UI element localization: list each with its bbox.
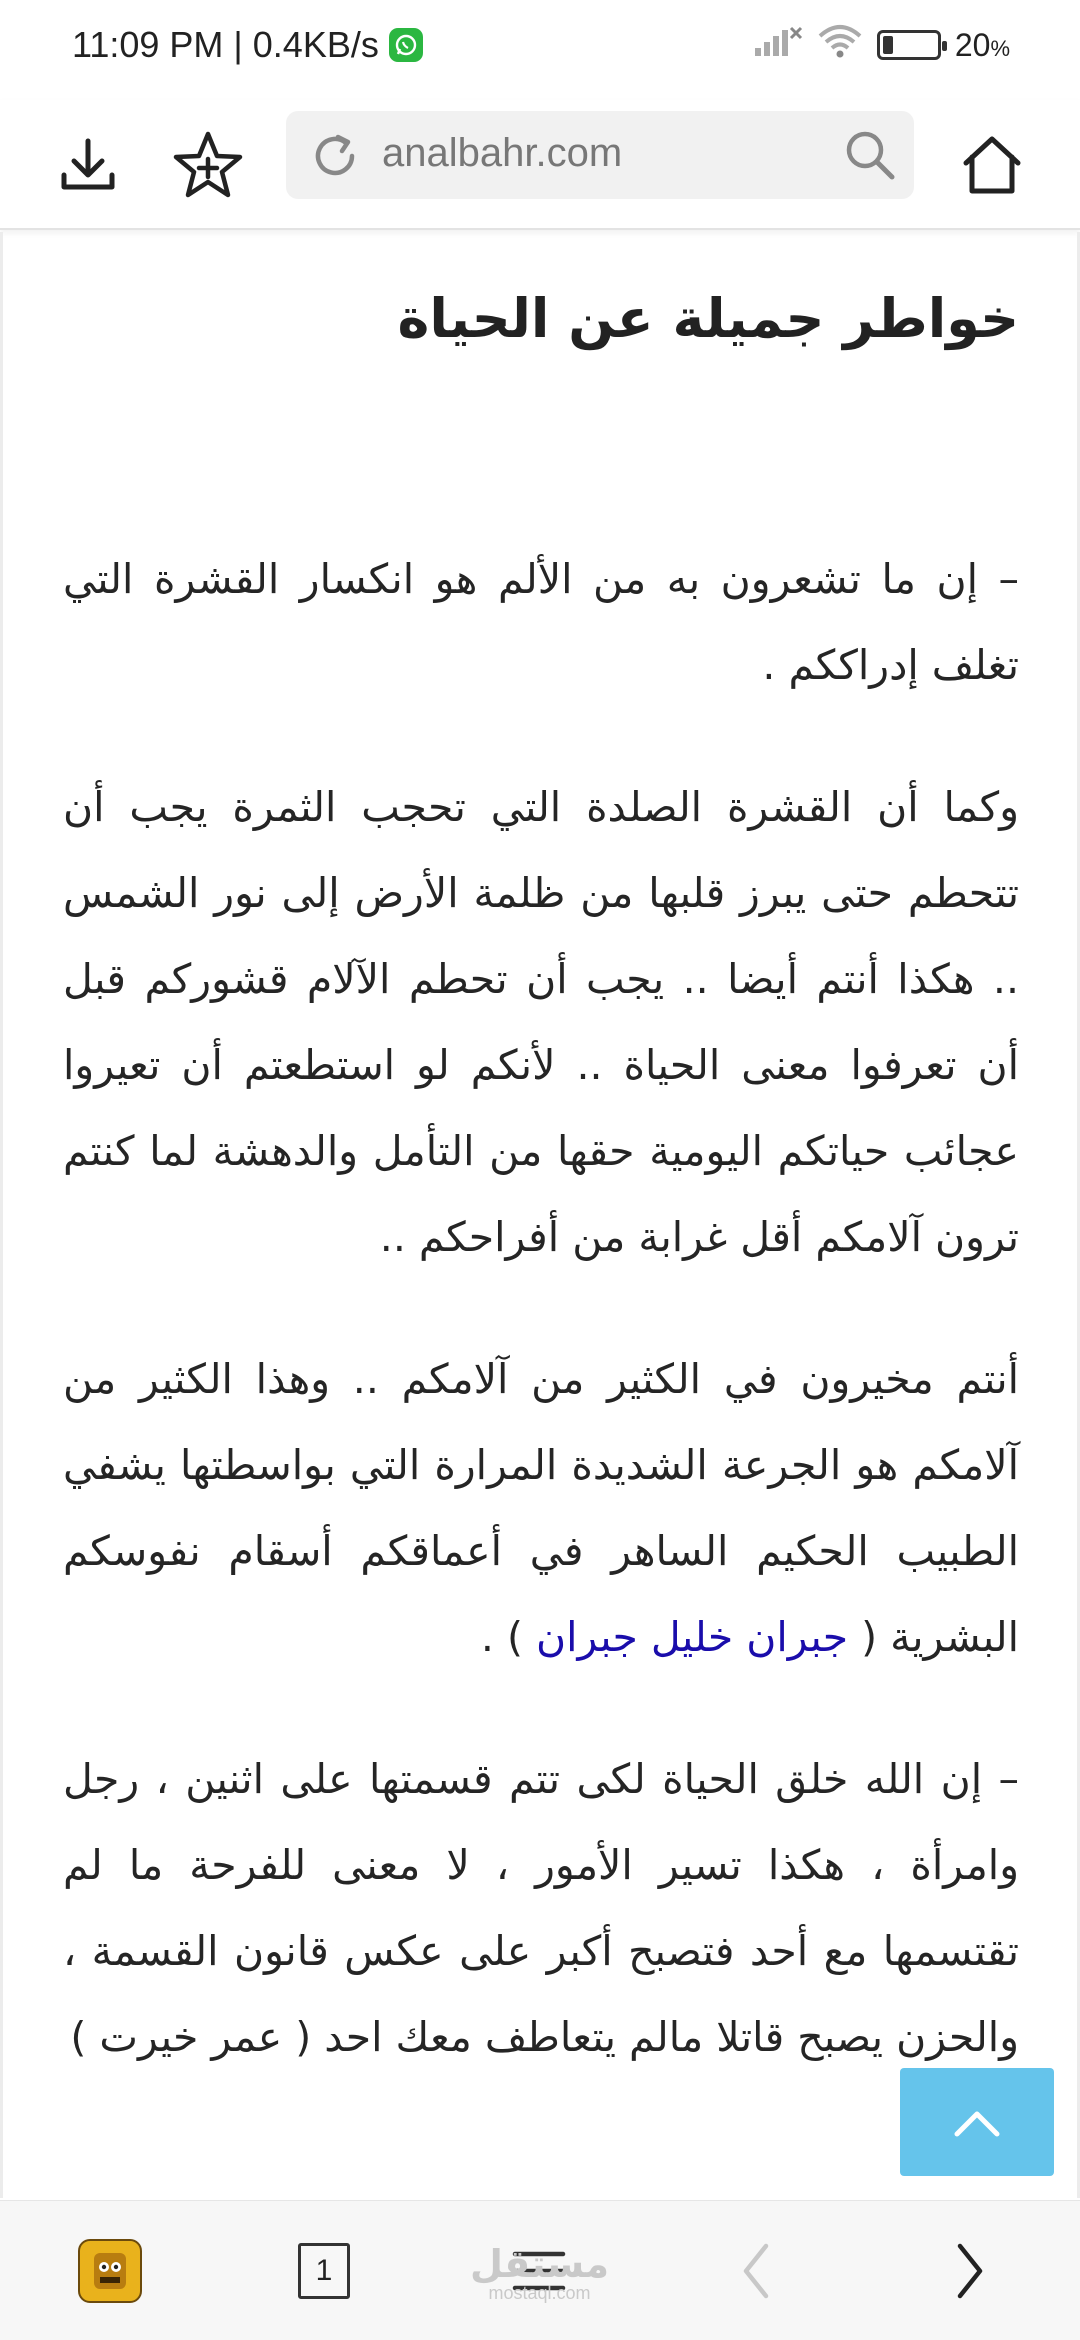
forward-icon[interactable] [930, 2231, 1010, 2311]
bottom-navigation [0, 2200, 1080, 2340]
game-icon[interactable] [70, 2231, 150, 2311]
url-text[interactable]: analbahr.com [382, 131, 623, 175]
status-bar [0, 0, 1080, 100]
article-paragraph-3: أنتم مخيرون في الكثير من آلامكم .. وهذا الكثير من آلامكم هو الجرعة الشديدة المرارة التي بواسطتها يشفي الطبيب الحكيم الساهر في أعماقكم أسقام نفوسكم البشرية ( جبران خليل جبران ) . [63, 1355, 1019, 1662]
address-bar[interactable] [286, 111, 914, 199]
status-separator: | [233, 24, 243, 65]
search-icon[interactable] [842, 127, 898, 187]
chevron-up-icon [949, 2102, 1005, 2142]
download-icon[interactable] [48, 125, 128, 205]
home-icon[interactable] [952, 125, 1032, 205]
network-speed: 0.4KB/s [252, 24, 379, 65]
article-paragraph-2: وكما أن القشرة الصلدة التي تحجب الثمرة يجب أن تتحطم حتى يبرز قلبها من ظلمة الأرض إلى نور الشمس .. هكذا أنتم أيضا .. يجب أن تحطم الآلام قشوركم قبل أن تعرفوا معنى الحياة .. لأنكم لو استطعتم أن تعيروا عجائب حياتكم اليومية حقها من التأمل والدهشة لما كنتم ترون آلامكم أقل غرابة من أفراحكم .. [63, 783, 1019, 1262]
author-link[interactable]: جبران خليل جبران [535, 1613, 849, 1662]
battery-percent: 20% [954, 26, 1010, 63]
bookmark-star-icon[interactable] [168, 125, 248, 205]
tabs-icon[interactable] [284, 2231, 364, 2311]
watermark: مستقل mostaql.com [470, 2242, 609, 2303]
wifi-icon [817, 24, 863, 66]
back-to-top-button[interactable] [900, 2068, 1054, 2176]
tab-count: 1 [298, 2243, 350, 2299]
back-icon[interactable] [716, 2231, 796, 2311]
article [3, 284, 1077, 2080]
browser-toolbar [0, 100, 1080, 230]
whatsapp-icon [389, 28, 423, 62]
signal-icon [753, 24, 803, 66]
battery-level [883, 36, 893, 54]
article-paragraph-1: – إن ما تشعرون به من الألم هو انكسار القشرة التي تغلف إدراككم . [63, 555, 1019, 690]
status-right [753, 24, 1010, 66]
battery-icon [877, 30, 941, 60]
status-time: 11:09 PM [72, 24, 224, 65]
status-left [72, 24, 423, 66]
page-content[interactable] [0, 232, 1080, 2198]
article-paragraph-4: – إن الله خلق الحياة لكى تتم قسمتها على اثنين ، رجل وامرأة ، هكذا تسير الأمور ، لا معنى للفرحة ما لم تقتسمها مع أحد فتصبح أكبر على عكس قانون القسمة ، والحزن يصبح قاتلا مالم يتعاطف معك احد ( عمر خيرت ) [63, 1755, 1019, 2062]
reload-icon[interactable] [308, 129, 362, 187]
article-title: خواطر جميلة عن الحياة [397, 287, 1019, 350]
